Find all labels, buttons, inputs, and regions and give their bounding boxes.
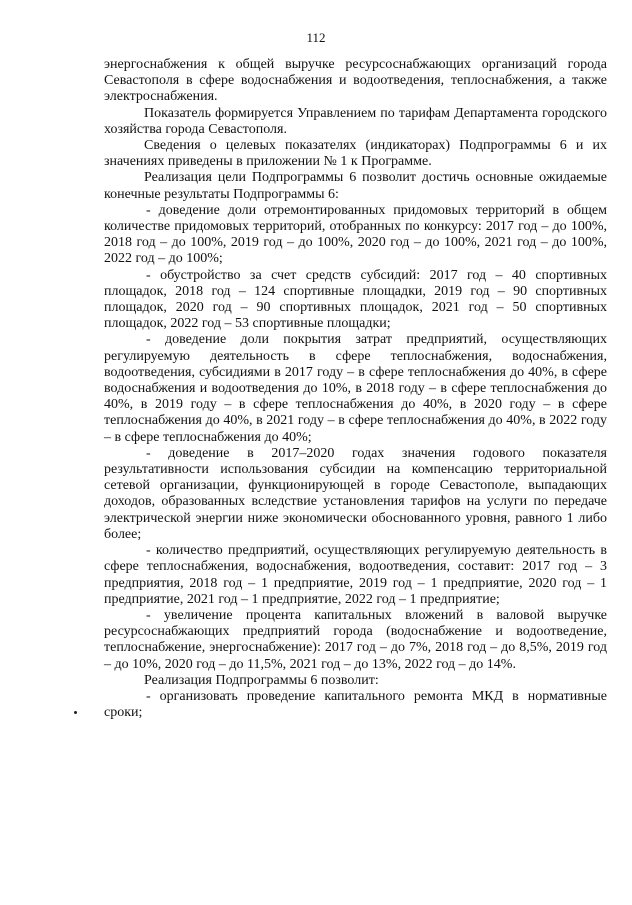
page-body xyxy=(104,57,607,721)
list-item: - доведение доли покрытия затрат предприятий, осуществляющих регулируемую деятельность в сфере теплоснабжения, водоснабжения, водоотведения, субсидиями в 2017 году – в сфере теплоснабжения до 40%, в сфере водоснабжения и водоотведения до 10%, в 2018 году – в сфере теплоснабжения до 40%, в 2019 году – в сфере теплоснабжения до 40%, в 2020 году – в сфере теплоснабжения до 40%, в 2021 году – в сфере теплоснабжения до 40%, в 2022 году – в сфере теплоснабжения до 40%; xyxy=(104,332,607,445)
paragraph: Реализация цели Подпрограммы 6 позволит достичь основные ожидаемые конечные результаты Подпрограммы 6: xyxy=(104,170,607,202)
list-item: - количество предприятий, осуществляющих регулируемую деятельность в сфере теплоснабжения, водоснабжения, водоотведения, составит: 2017 год – 3 предприятия, 2018 год – 1 предприятие, 2019 год – 1 предприятие, 2020 год – 1 предприятие, 2021 год – 1 предприятие, 2022 год – 1 предприятие; xyxy=(104,543,607,607)
list-item: - организовать проведение капитального ремонта МКД в нормативные сроки; xyxy=(104,688,607,721)
paragraph: Реализация Подпрограммы 6 позволит: xyxy=(144,672,379,688)
margin-dot-mark xyxy=(74,711,77,714)
list-item: - обустройство за счет средств субсидий: 2017 год – 40 спортивных площадок, 2018 год – 124 спортивные площадки, 2019 год – 90 спортивных площадок, 2020 год – 90 спортивных площадок, 2021 год – 50 спортивных площадок, 2022 год – 53 спортивные площадки; xyxy=(104,267,607,332)
list-item: - доведение доли отремонтированных придомовых территорий в общем количестве придомовых территорий, отобранных по конкурсу: 2017 год – до 100%, 2018 год – до 100%, 2019 год – до 100%, 2020 год – до 100%, 2021 год – до 100%, 2022 год – до 100%; xyxy=(104,202,607,267)
page-number: 112 xyxy=(306,30,326,45)
paragraph: Сведения о целевых показателях (индикаторах) Подпрограммы 6 и их значениях приведены в приложении № 1 к Программе. xyxy=(104,138,607,170)
list-item: - увеличение процента капитальных вложений в валовой выручке ресурсоснабжающих предприятий города (водоснабжение и водоотведение, теплоснабжение, энергоснабжение): 2017 год – до 7%, 2018 год – до 8,5%, 2019 год – до 10%, 2020 год – до 11,5%, 2021 год – до 13%, 2022 год – до 14%. xyxy=(104,607,607,672)
paragraph: энергоснабжения к общей выручке ресурсоснабжающих организаций города Севастополя в сфере водоснабжения и водоотведения, теплоснабжения, а также электроснабжения. xyxy=(104,57,607,105)
list-item: - доведение в 2017–2020 годах значения годового показателя результативности использования субсидии на компенсацию территориальной сетевой организации, функционирующей в городе Севастополе, выпадающих доходов, образованных вследствие установления тарифов на услуги по передаче электрической энергии ниже экономически обоснованного уровня, равного 1 либо более; xyxy=(104,445,607,542)
paragraph: Показатель формируется Управлением по тарифам Департамента городского хозяйства города Севастополя. xyxy=(104,105,607,137)
